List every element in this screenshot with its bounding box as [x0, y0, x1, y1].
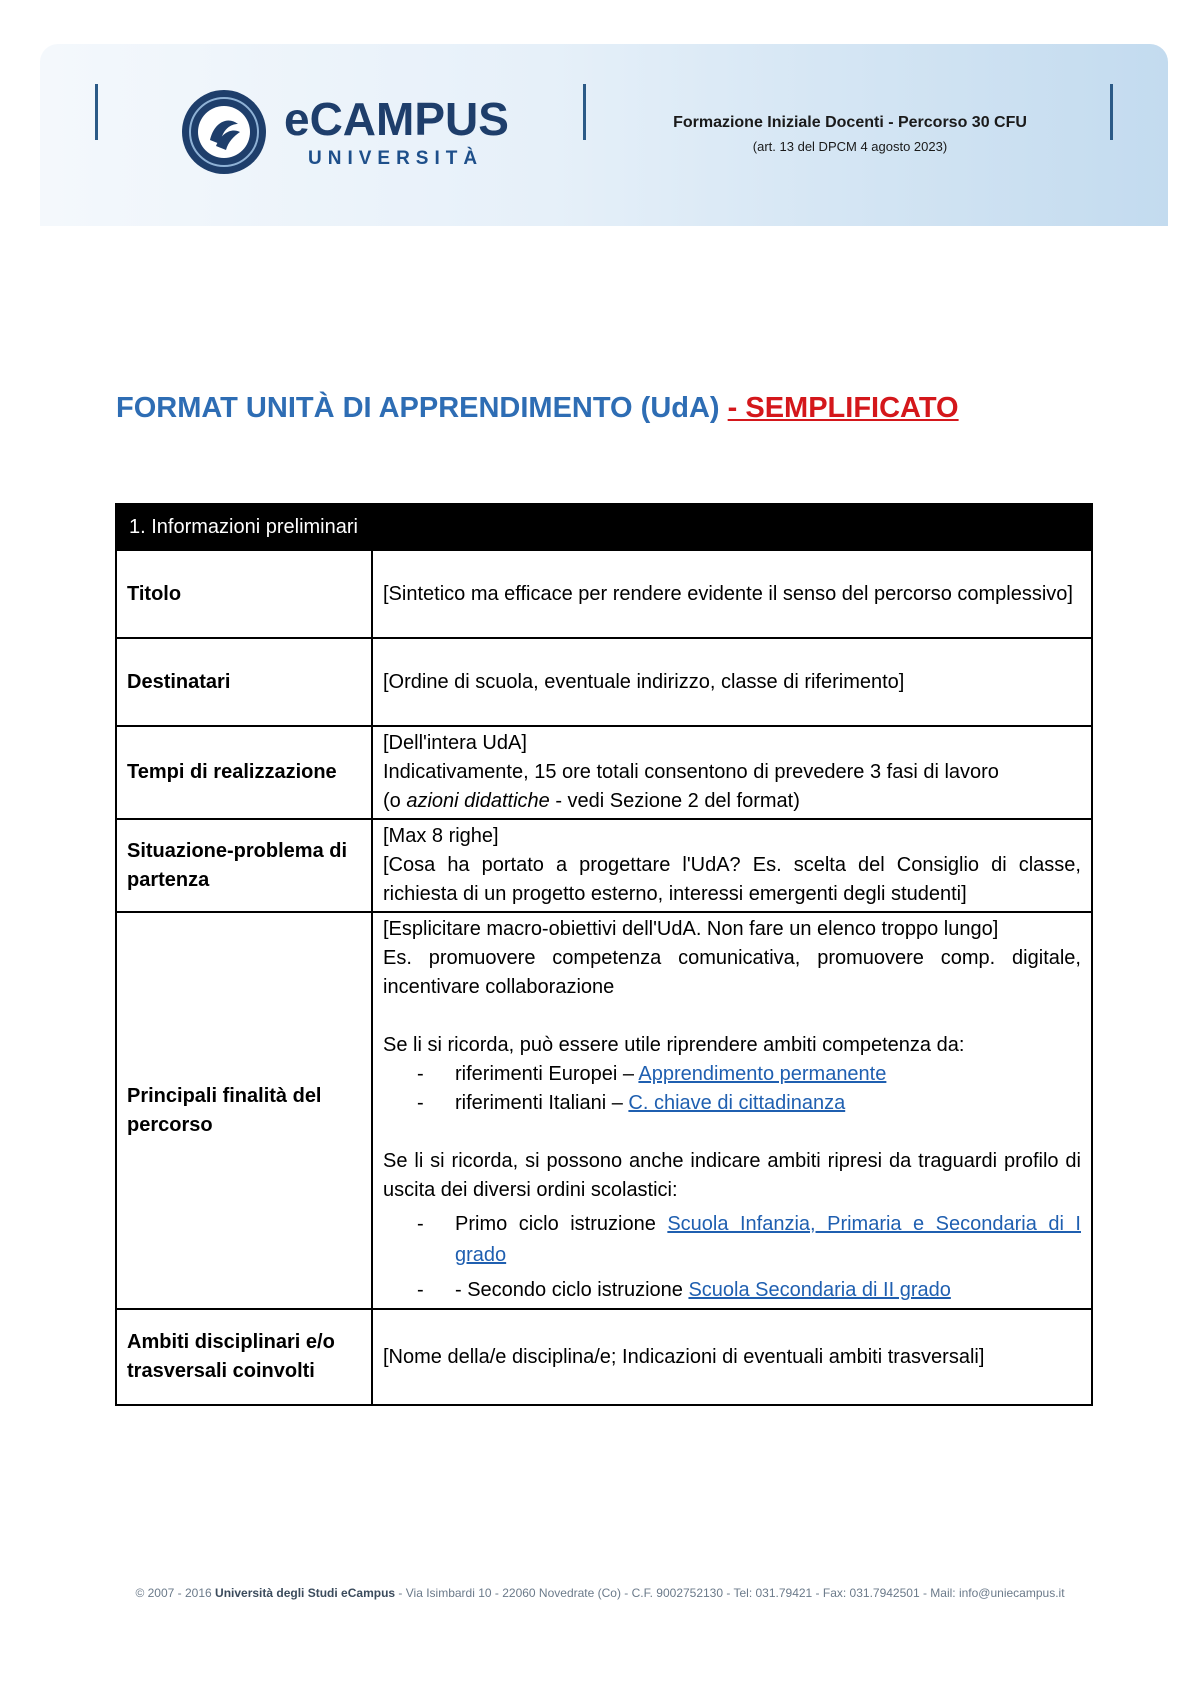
logo-wordmark: eCAMPUS	[284, 93, 509, 145]
tempi-line-3-post: - vedi Sezione 2 del format)	[549, 790, 800, 812]
link-chiave-cittadinanza[interactable]: C. chiave di cittadinanza	[628, 1092, 846, 1114]
cycle-2-text: - Secondo ciclo istruzione	[455, 1279, 689, 1301]
header-subtitle: (art. 13 del DPCM 4 agosto 2023)	[752, 139, 948, 154]
cycle-1-text: Primo ciclo istruzione	[455, 1213, 668, 1235]
row-label-destinatari: Destinatari	[116, 638, 372, 726]
page-footer	[0, 1586, 1200, 1600]
header-divider-middle	[583, 84, 586, 140]
row-value-situazione[interactable]	[372, 819, 1092, 912]
row-value-titolo[interactable]: [Sintetico ma efficace per rendere evidente il senso del percorso complessivo]	[372, 550, 1092, 638]
university-seal-icon	[180, 88, 268, 176]
table-row-finalita	[116, 912, 1092, 1309]
finalita-paragraph-2: Se li si ricorda, può essere utile riprendere ambiti competenza da:	[383, 1034, 965, 1056]
row-value-ambiti[interactable]: [Nome della/e disciplina/e; Indicazioni di eventuali ambiti trasversali]	[372, 1309, 1092, 1405]
row-value-destinatari[interactable]: [Ordine di scuola, eventuale indirizzo, classe di riferimento]	[372, 638, 1092, 726]
situazione-line-1: [Max 8 righe]	[383, 825, 499, 847]
section-header-row	[116, 504, 1092, 550]
link-primo-ciclo[interactable]: Scuola Infanzia, Primaria e Secondaria di I grado	[455, 1213, 1081, 1266]
link-apprendimento-permanente[interactable]: Apprendimento permanente	[638, 1063, 887, 1085]
header-divider-left	[95, 84, 98, 140]
row-label-situazione: Situazione-problema di partenza	[116, 819, 372, 912]
table-row-situazione	[116, 819, 1092, 912]
row-label-tempi: Tempi di realizzazione	[116, 726, 372, 819]
table-row-destinatari	[116, 638, 1092, 726]
ref-italian-text: riferimenti Italiani –	[455, 1092, 629, 1114]
list-dash: -	[417, 1063, 424, 1085]
row-value-tempi[interactable]	[372, 726, 1092, 819]
footer-years: © 2007 - 2016	[135, 1586, 216, 1600]
list-item	[383, 1275, 1081, 1306]
list-item	[383, 1089, 1081, 1118]
footer-organization: Università degli Studi eCampus	[215, 1586, 396, 1600]
row-label-ambiti: Ambiti disciplinari e/o trasversali coinvolti	[116, 1309, 372, 1405]
row-label-finalita: Principali finalità del percorso	[116, 912, 372, 1309]
tempi-line-3-emphasis: azioni didattiche	[406, 790, 550, 812]
tempi-line-1: [Dell'intera UdA]	[383, 732, 527, 754]
situazione-line-2: [Cosa ha portato a progettare l'UdA? Es. scelta del Consiglio di classe, richiesta di un progetto esterno, interessi emergenti degli studenti]	[383, 854, 1081, 905]
finalita-line-1: [Esplicitare macro-obiettivi dell'UdA. Non fare un elenco troppo lungo]	[383, 918, 999, 940]
tempi-line-3-pre: (o	[383, 790, 407, 812]
list-dash: -	[417, 1092, 424, 1114]
footer-details: - Via Isimbardi 10 - 22060 Novedrate (Co) - C.F. 9002752130 - Tel: 031.79421 - Fax: 031.7942501 - Mail: info@uniecampus.it	[395, 1586, 1065, 1600]
document-title-main: FORMAT UNITÀ DI APPRENDIMENTO (UdA)	[116, 392, 728, 424]
ref-european-text: riferimenti Europei –	[455, 1063, 639, 1085]
header-divider-right	[1110, 84, 1113, 140]
header-title: Formazione Iniziale Docenti - Percorso 30 CFU	[673, 114, 1027, 131]
finalita-paragraph-3: Se li si ricorda, si possono anche indicare ambiti ripresi da traguardi profilo di uscita dei diversi ordini scolastici:	[383, 1150, 1081, 1201]
section-header: 1. Informazioni preliminari	[116, 504, 1092, 550]
table-row-tempi	[116, 726, 1092, 819]
row-value-finalita[interactable]	[372, 912, 1092, 1309]
finalita-cycles-list	[383, 1209, 1081, 1306]
link-secondo-ciclo[interactable]: Scuola Secondaria di II grado	[688, 1279, 951, 1301]
list-item	[383, 1209, 1081, 1271]
logo-subtitle: UNIVERSITÀ	[308, 148, 484, 169]
list-item	[383, 1060, 1081, 1089]
tempi-line-3	[383, 787, 1081, 816]
tempi-line-2: Indicativamente, 15 ore totali consentono di prevedere 3 fasi di lavoro	[383, 761, 999, 783]
header-banner	[40, 44, 1168, 226]
table-row-ambiti	[116, 1309, 1092, 1405]
document-title	[116, 392, 959, 425]
row-label-titolo: Titolo	[116, 550, 372, 638]
uda-table	[115, 503, 1093, 1406]
finalita-line-2: Es. promuovere competenza comunicativa, promuovere comp. digitale, incentivare collaborazione	[383, 947, 1081, 998]
list-dash: -	[417, 1213, 424, 1235]
list-dash: -	[417, 1279, 424, 1301]
table-row-titolo	[116, 550, 1092, 638]
document-title-highlight: - SEMPLIFICATO	[727, 392, 959, 424]
finalita-references-list	[383, 1060, 1081, 1118]
